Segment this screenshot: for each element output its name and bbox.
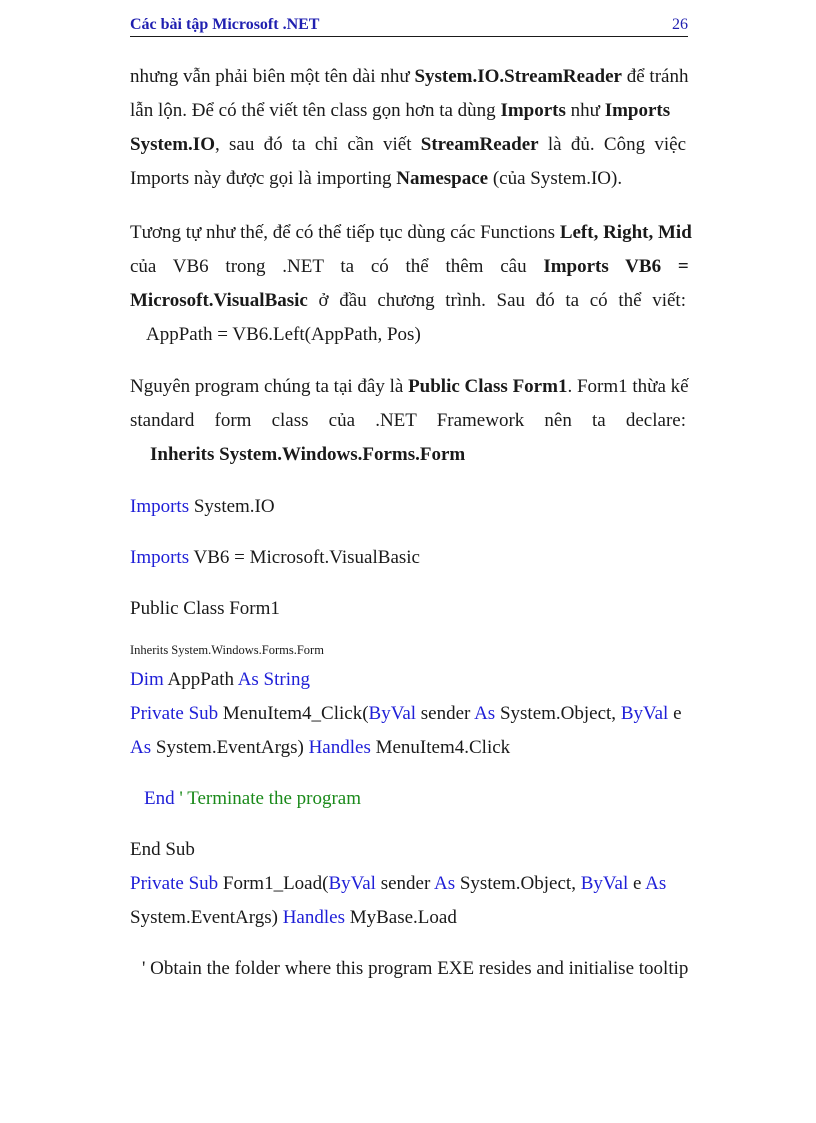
text-line: Tương tự như thế, để có thể tiếp tục dùng các Functions Left, Right, Mid — [130, 222, 692, 243]
code-listing — [130, 490, 730, 986]
text-line: của VB6 trong .NET ta có thể thêm câu Imports VB6 = — [130, 256, 689, 277]
text-line: Inherits System.Windows.Forms.Form — [150, 444, 466, 465]
paragraph-form1-class — [130, 370, 689, 472]
paragraph-vb6-functions — [130, 216, 692, 352]
code-line: System.EventArgs) Handles MyBase.Load — [130, 907, 457, 928]
code-line: Private Sub Form1_Load(ByVal sender As System.Object, ByVal e As — [130, 873, 667, 894]
code-comment-line: ' Obtain the folder where this program EXE resides and initialise tooltip — [142, 958, 689, 979]
text-line: Microsoft.VisualBasic ở đầu chương trình. Sau đó ta có thể viết: — [130, 290, 686, 311]
code-sample-line: AppPath = VB6.Left(AppPath, Pos) — [146, 324, 421, 345]
code-line: End Sub — [130, 839, 195, 860]
code-line: As System.EventArgs) Handles MenuItem4.Click — [130, 737, 511, 758]
code-line: Dim AppPath As String — [130, 669, 311, 690]
text-line: System.IO, sau đó ta chỉ cần viết StreamReader là đủ. Công việc — [130, 134, 687, 155]
header-title: Các bài tập Microsoft .NET — [130, 16, 320, 33]
code-line: Imports VB6 = Microsoft.VisualBasic — [130, 547, 420, 568]
text-line: nhưng vẫn phải biên một tên dài như System.IO.StreamReader để tránh — [130, 66, 689, 87]
code-line: End ' Terminate the program — [144, 788, 362, 809]
page-number: 26 — [672, 16, 688, 33]
text-line: standard form class của .NET Framework nên ta declare: — [130, 410, 686, 431]
text-line: Imports này được gọi là importing Namespace (của System.IO). — [130, 168, 623, 189]
page-header — [130, 14, 688, 37]
code-line: Imports System.IO — [130, 496, 275, 517]
code-line: Public Class Form1 — [130, 598, 280, 619]
code-line: Inherits System.Windows.Forms.Form — [130, 643, 324, 657]
paragraph-imports-explanation — [130, 60, 689, 196]
text-line: lẫn lộn. Để có thể viết tên class gọn hơn ta dùng Imports như Imports — [130, 100, 671, 121]
text-line: Nguyên program chúng ta tại đây là Public Class Form1. Form1 thừa kế — [130, 376, 689, 397]
code-line: Private Sub MenuItem4_Click(ByVal sender As System.Object, ByVal e — [130, 703, 682, 724]
